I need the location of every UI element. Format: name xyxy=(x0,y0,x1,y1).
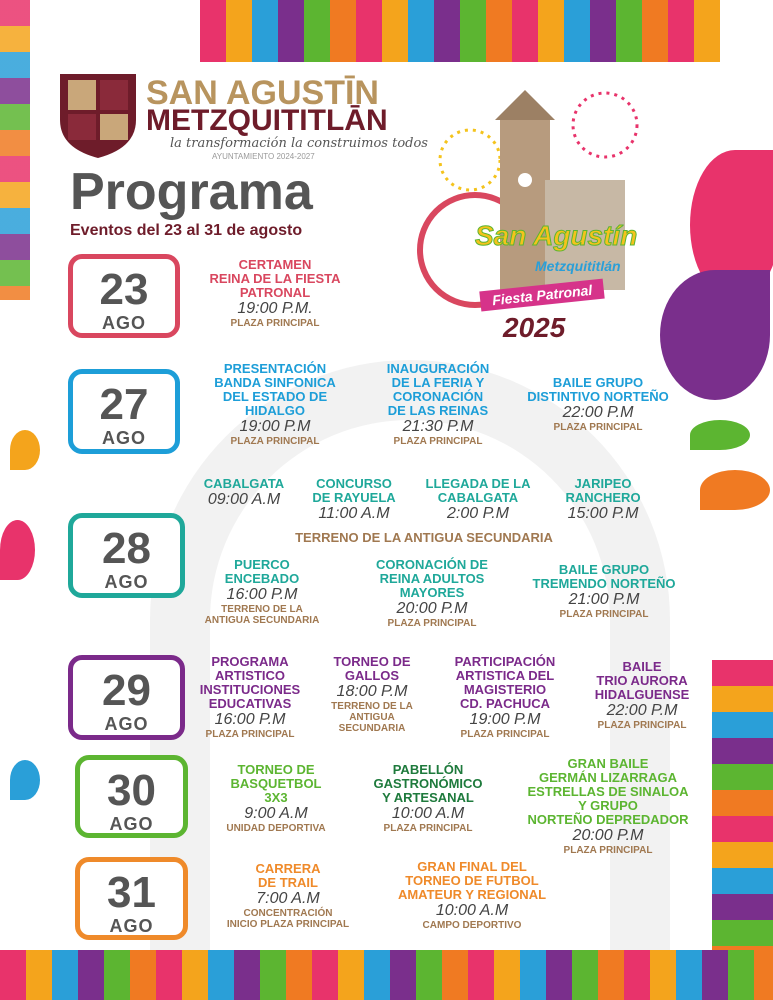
date-day: 28 xyxy=(102,524,151,573)
event-item xyxy=(426,477,531,523)
event-title: DE LAS REINAS xyxy=(387,403,489,418)
date-badge xyxy=(75,857,188,940)
event-item xyxy=(595,660,690,731)
event-time: 10:00 A.M xyxy=(391,805,465,822)
event-title: 3X3 xyxy=(264,790,288,805)
event-title: DE TRAIL xyxy=(258,875,318,890)
event-time: 20:00 P.M xyxy=(572,827,644,844)
event-title: BASQUETBOL xyxy=(230,776,322,791)
event-item xyxy=(387,362,490,447)
event-title: ARTISTICA DEL xyxy=(455,668,555,683)
festival-logo xyxy=(415,80,665,360)
event-item xyxy=(376,558,488,629)
event-venue: PLAZA PRINCIPAL xyxy=(559,609,649,620)
event-title: CORONACIÓN xyxy=(392,389,484,404)
festival-logo-town: Metzquititlán xyxy=(535,258,621,274)
event-venue: PLAZA PRINCIPAL xyxy=(563,845,653,856)
event-title: DE LA FERIA Y xyxy=(391,375,485,390)
date-badge xyxy=(68,369,180,454)
event-venue: PLAZA PRINCIPAL xyxy=(205,729,295,740)
event-title: TORNEO DE xyxy=(237,762,315,777)
event-title: BAILE xyxy=(622,659,662,674)
event-title: EDUCATIVAS xyxy=(208,696,292,711)
event-title: GRAN FINAL DEL xyxy=(417,859,527,874)
event-title: DEL ESTADO DE xyxy=(222,389,328,404)
event-title: CONCURSO xyxy=(316,476,392,491)
event-venue: PLAZA PRINCIPAL xyxy=(597,720,687,731)
event-title: HIDALGUENSE xyxy=(594,687,690,702)
event-time: 20:00 P.M xyxy=(396,600,468,617)
date-day: 27 xyxy=(99,380,149,429)
event-item xyxy=(373,763,482,834)
date-badge xyxy=(68,655,185,740)
date-badge xyxy=(75,755,188,838)
event-time: 10:00 A.M xyxy=(435,902,509,919)
event-time: 22:00 P.M xyxy=(562,404,634,421)
event-item xyxy=(210,258,341,329)
decorative-tiles-left xyxy=(0,0,30,300)
event-title: LLEGADA DE LA xyxy=(425,476,531,491)
event-title: JARIPEO xyxy=(574,476,632,491)
date-month: AGO xyxy=(109,814,154,834)
date-day: 31 xyxy=(107,868,156,917)
event-time: 11:00 A.M xyxy=(318,505,390,522)
event-item xyxy=(214,362,336,447)
event-title: GRAN BAILE xyxy=(567,756,649,771)
event-title: RANCHERO xyxy=(565,490,641,505)
event-title: PATRONAL xyxy=(239,285,311,300)
event-venue: TERRENO DE LA xyxy=(331,701,413,712)
event-title: DISTINTIVO NORTEÑO xyxy=(527,389,669,404)
decorative-blob xyxy=(10,760,40,800)
event-title: PRESENTACIÓN xyxy=(223,361,327,376)
date-month: AGO xyxy=(104,572,149,592)
event-time: 9:00 A.M xyxy=(244,805,308,822)
event-time: 15:00 P.M xyxy=(567,505,639,522)
date-day: 23 xyxy=(99,265,149,314)
event-item xyxy=(312,477,395,523)
event-item xyxy=(205,558,320,626)
event-title: REINA DE LA FIESTA xyxy=(209,271,341,286)
event-title: BAILE GRUPO xyxy=(558,562,650,577)
event-title: TRIO AURORA xyxy=(596,673,688,688)
date-month: AGO xyxy=(104,714,149,734)
event-title: CERTAMEN xyxy=(238,257,312,272)
event-title: TORNEO DE FUTBOL xyxy=(405,873,539,888)
event-time: 21:00 P.M xyxy=(568,591,640,608)
event-item xyxy=(455,655,556,740)
event-title: PROGRAMA xyxy=(211,654,289,669)
decorative-blob xyxy=(700,470,770,510)
page-title: Programa xyxy=(70,163,313,221)
logo-line1: SAN AGUSTĪN xyxy=(146,74,379,112)
event-title: BANDA SINFONICA xyxy=(214,375,336,390)
event-venue: SECUNDARIA xyxy=(338,723,406,734)
decorative-tiles-top xyxy=(200,0,720,62)
event-title: ENCEBADO xyxy=(224,571,300,586)
event-title: CARRERA xyxy=(255,861,321,876)
event-title: MAYORES xyxy=(399,585,465,600)
date-month: AGO xyxy=(101,428,146,448)
event-venue: PLAZA PRINCIPAL xyxy=(230,436,320,447)
event-title: Y GRUPO xyxy=(578,798,638,813)
event-title: Y ARTESANAL xyxy=(382,790,474,805)
event-venue: ANTIGUA xyxy=(349,712,395,723)
event-title: INAUGURACIÓN xyxy=(386,361,490,376)
event-item xyxy=(398,860,546,931)
decorative-tiles-bottom xyxy=(0,950,773,1000)
event-venue: PLAZA PRINCIPAL xyxy=(230,318,320,329)
event-venue: ANTIGUA SECUNDARIA xyxy=(204,615,320,626)
shared-venue: TERRENO DE LA ANTIGUA SECUNDARIA xyxy=(295,530,553,545)
event-title: PARTICIPACIÓN xyxy=(454,654,556,669)
event-title: CORONACIÓN DE xyxy=(376,557,488,572)
event-time: 22:00 P.M xyxy=(606,702,678,719)
festival-logo-year: 2025 xyxy=(503,312,566,343)
event-item xyxy=(527,376,669,433)
event-venue: INICIO PLAZA PRINCIPAL xyxy=(226,919,350,930)
event-time: 21:30 P.M xyxy=(402,418,474,435)
event-time: 19:00 P.M. xyxy=(237,300,313,317)
event-item xyxy=(200,655,300,740)
date-day: 30 xyxy=(107,766,156,815)
event-item xyxy=(565,477,640,523)
event-title: INSTITUCIONES xyxy=(199,682,301,697)
event-time: 19:00 P.M xyxy=(469,711,541,728)
event-time: 16:00 P.M xyxy=(226,586,298,603)
event-time: 18:00 P.M xyxy=(336,683,408,700)
event-time: 09:00 A.M xyxy=(207,491,281,508)
event-time: 7:00 A.M xyxy=(256,890,320,907)
event-title: REINA ADULTOS xyxy=(379,571,485,586)
event-item xyxy=(227,862,349,930)
event-title: TREMENDO NORTEÑO xyxy=(532,576,676,591)
event-item xyxy=(331,655,413,734)
event-title: AMATEUR Y REGIONAL xyxy=(397,887,547,902)
date-badge xyxy=(68,513,185,598)
event-title: MAGISTERIO xyxy=(463,682,547,697)
event-item xyxy=(226,763,325,834)
event-venue: PLAZA PRINCIPAL xyxy=(387,618,477,629)
event-venue: CONCENTRACIÓN xyxy=(243,908,333,919)
event-venue: PLAZA PRINCIPAL xyxy=(460,729,550,740)
event-venue: TERRENO DE LA xyxy=(221,604,303,615)
event-venue: PLAZA PRINCIPAL xyxy=(383,823,473,834)
event-title: DE RAYUELA xyxy=(312,490,396,505)
date-month: AGO xyxy=(101,313,146,333)
date-badge xyxy=(68,254,180,338)
event-title: CABALGATA xyxy=(437,490,519,505)
event-title: CABALGATA xyxy=(203,476,285,491)
event-title: PUERCO xyxy=(234,557,290,572)
event-title: ESTRELLAS DE SINALOA xyxy=(527,784,689,799)
municipal-shield-logo xyxy=(58,70,138,160)
event-venue: PLAZA PRINCIPAL xyxy=(393,436,483,447)
ayuntamiento: AYUNTAMIENTO 2024-2027 xyxy=(212,152,315,161)
event-title: NORTEÑO DEPREDADOR xyxy=(527,812,689,827)
slogan: la transformación la construimos todos xyxy=(170,136,428,151)
event-title: HIDALGO xyxy=(245,403,305,418)
festival-logo-ribbon: Fiesta Patronal xyxy=(479,279,605,312)
event-title: ARTISTICO xyxy=(214,668,286,683)
decorative-blob xyxy=(660,270,770,400)
logo-line2: METZQUITITLĀN xyxy=(146,104,388,137)
festival-logo-title: San Agustín xyxy=(475,220,638,251)
page-subtitle: Eventos del 23 al 31 de agosto xyxy=(70,222,303,239)
decorative-blob xyxy=(0,520,35,580)
event-title: GALLOS xyxy=(344,668,400,683)
event-title: CD. PACHUCA xyxy=(459,696,551,711)
date-day: 29 xyxy=(102,666,151,715)
date-month: AGO xyxy=(109,916,154,936)
decorative-blob xyxy=(10,430,40,470)
event-title: TORNEO DE xyxy=(333,654,411,669)
event-time: 16:00 P.M xyxy=(214,711,286,728)
event-title: GASTRONÓMICO xyxy=(373,776,483,791)
event-item xyxy=(204,477,284,509)
decorative-tiles-right xyxy=(712,660,773,950)
event-venue: UNIDAD DEPORTIVA xyxy=(226,823,326,834)
event-time: 2:00 P.M xyxy=(447,505,509,522)
event-venue: PLAZA PRINCIPAL xyxy=(553,422,643,433)
event-time: 19:00 P.M xyxy=(239,418,311,435)
decorative-blob xyxy=(690,420,750,450)
event-venue: CAMPO DEPORTIVO xyxy=(422,920,522,931)
event-title: PABELLÓN xyxy=(392,762,464,777)
event-title: BAILE GRUPO xyxy=(552,375,644,390)
event-item xyxy=(527,757,688,856)
event-item xyxy=(533,563,676,620)
event-title: GERMÁN LIZARRAGA xyxy=(539,770,677,785)
